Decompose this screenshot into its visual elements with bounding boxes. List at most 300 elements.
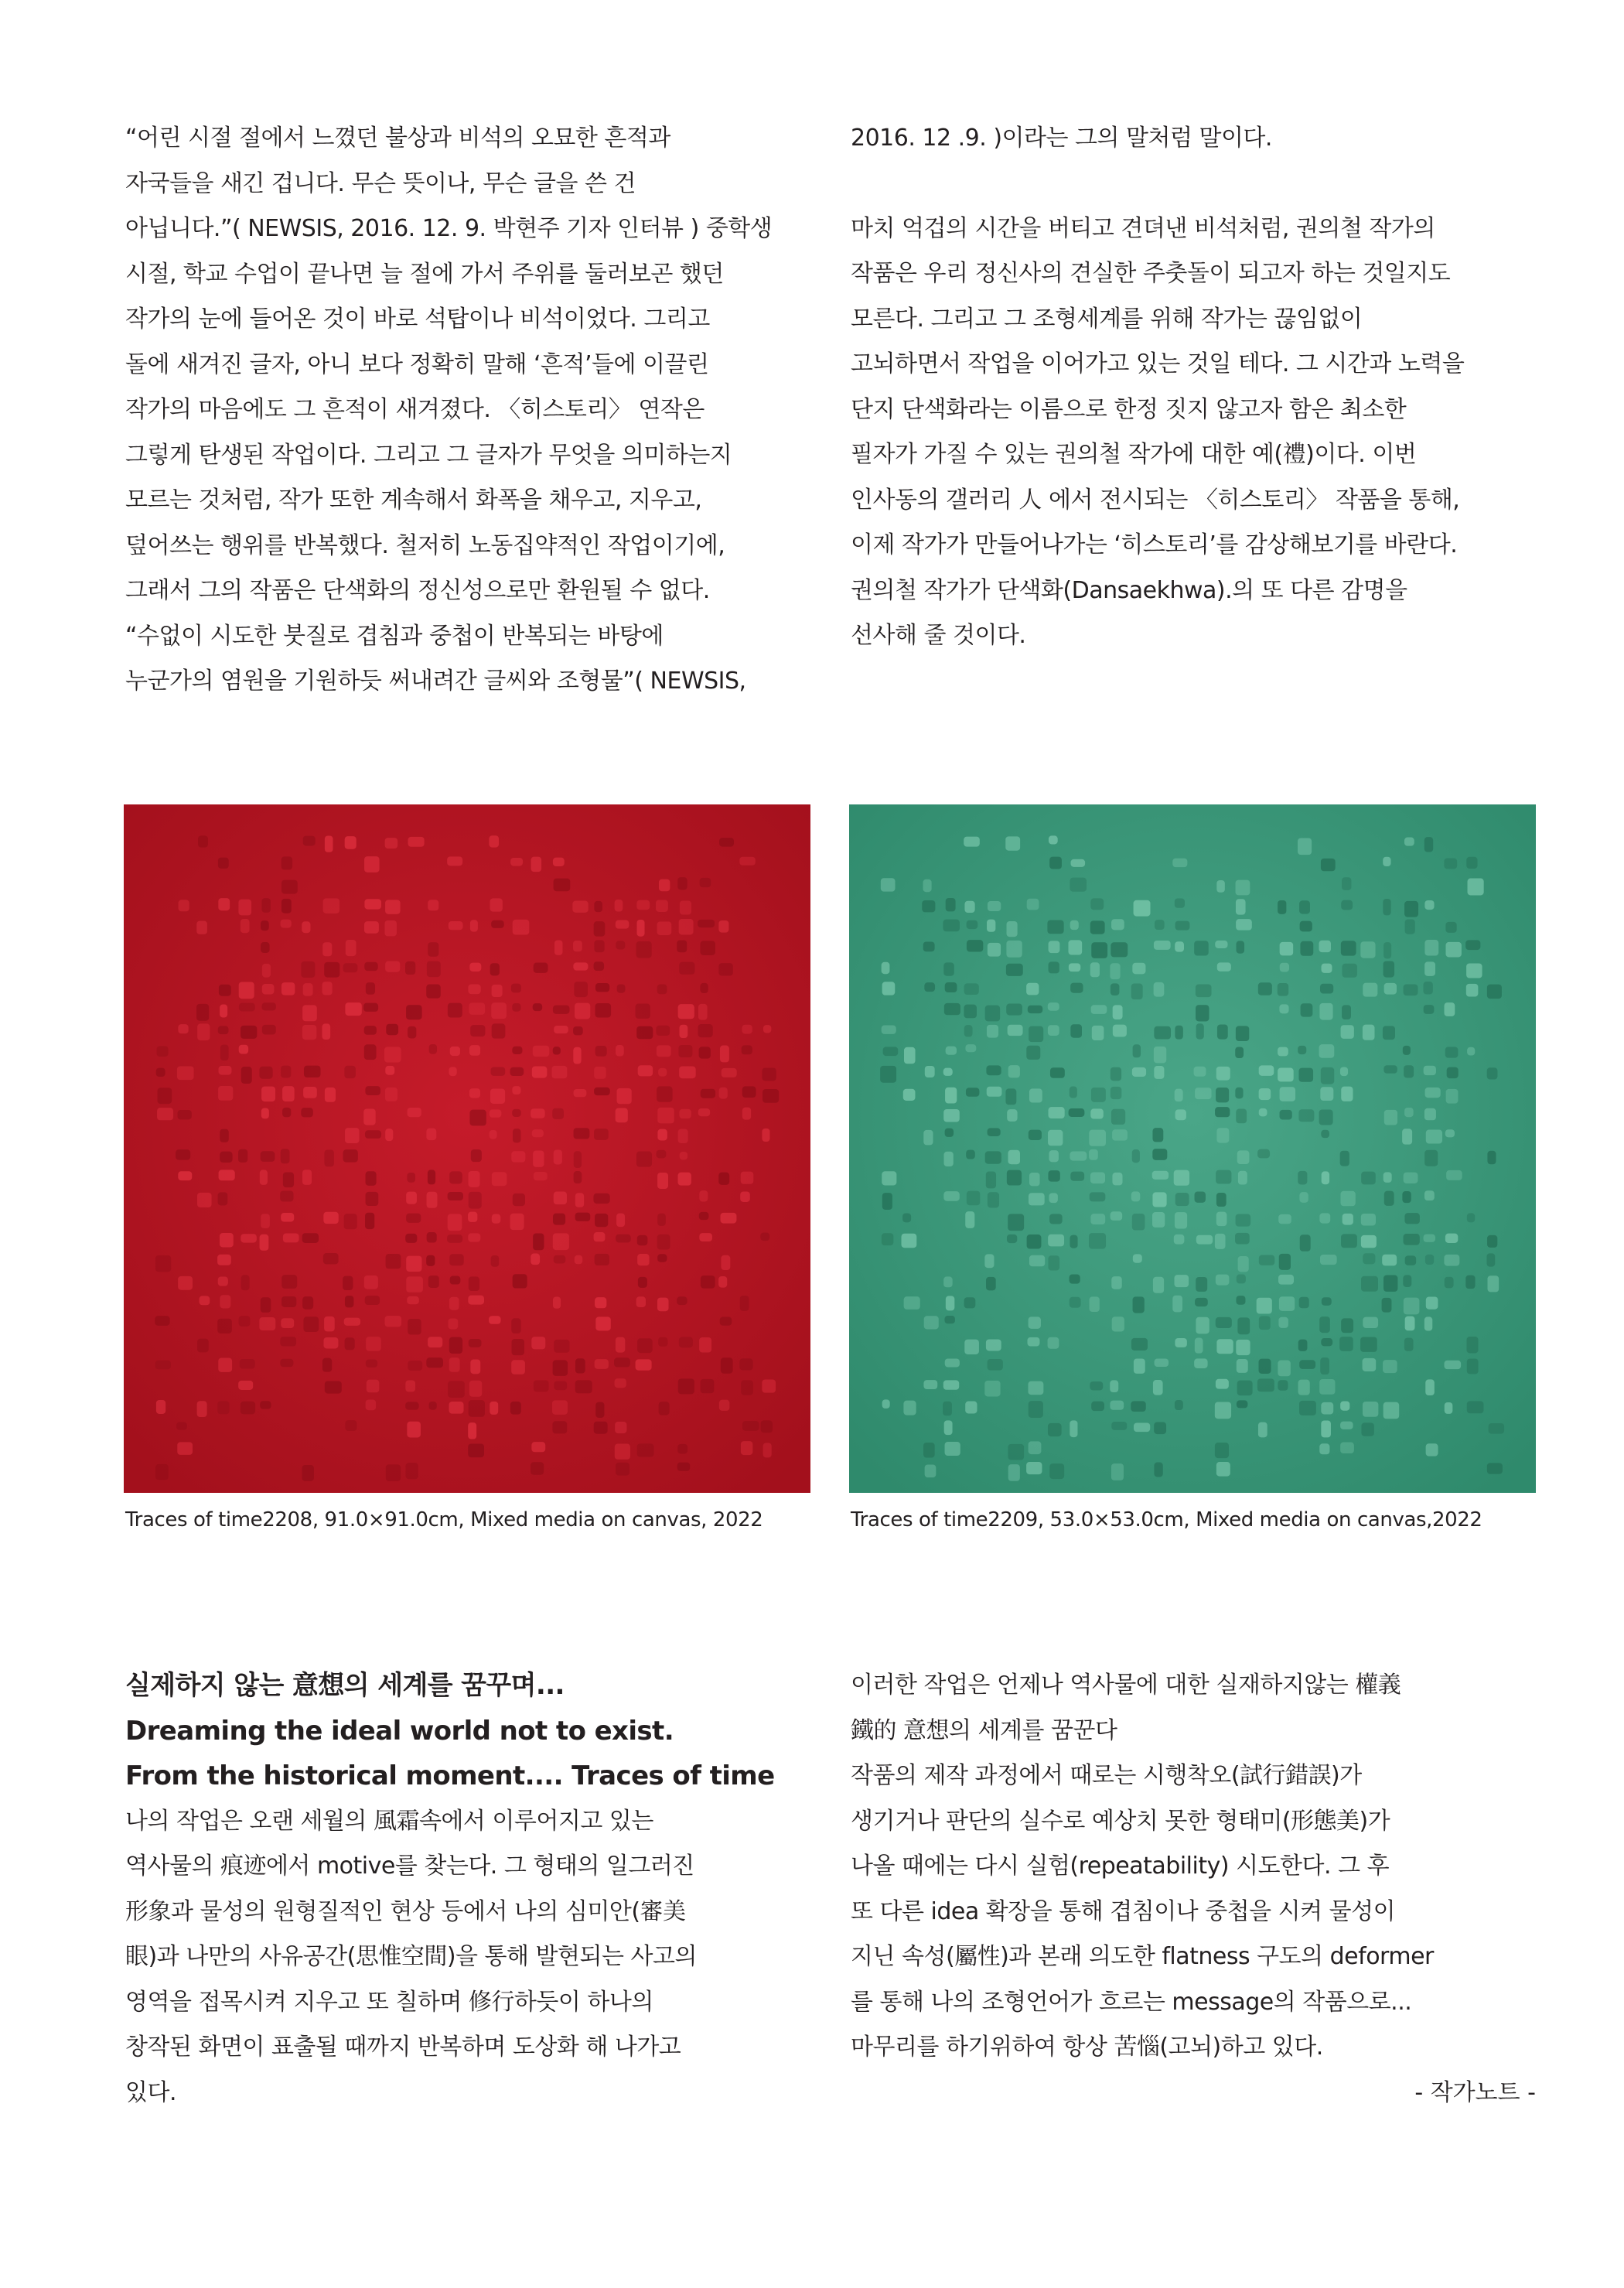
texture-mark [1172, 1296, 1182, 1313]
texture-mark [1363, 1402, 1378, 1417]
texture-mark [904, 1047, 916, 1064]
texture-mark [1090, 1381, 1103, 1391]
texture-mark [882, 1399, 890, 1409]
texture-mark [1111, 1109, 1125, 1125]
texture-mark [1048, 1130, 1063, 1146]
texture-mark [490, 963, 500, 975]
texture-mark [595, 1402, 604, 1418]
texture-mark [1280, 963, 1289, 972]
texture-mark [1257, 1149, 1270, 1159]
texture-mark [1005, 836, 1020, 850]
texture-mark [1154, 1047, 1166, 1063]
texture-mark [1237, 1275, 1246, 1284]
texture-mark [365, 1130, 381, 1139]
texture-mark [220, 1129, 228, 1142]
texture-mark [1029, 1401, 1043, 1418]
texture-mark [1236, 899, 1246, 914]
texture-mark [468, 1443, 484, 1457]
texture-mark [345, 1296, 353, 1307]
texture-mark [944, 1003, 960, 1015]
texture-mark [449, 1297, 459, 1310]
texture-mark [281, 1275, 297, 1289]
paragraph-gap [851, 162, 1536, 207]
texture-mark [303, 983, 313, 996]
texture-mark [1070, 983, 1083, 993]
texture-mark [1340, 1443, 1354, 1454]
texture-mark [1215, 941, 1227, 948]
texture-mark [491, 1067, 506, 1075]
texture-mark [1089, 1130, 1106, 1146]
texture-mark [1361, 1235, 1377, 1248]
texture-mark [406, 1276, 423, 1292]
texture-mark [1340, 1191, 1355, 1207]
texture-mark [1237, 1150, 1250, 1164]
texture-mark [1090, 1296, 1100, 1312]
texture-mark [1131, 1191, 1140, 1201]
texture-mark [176, 1422, 187, 1430]
texture-mark [1319, 1443, 1329, 1454]
texture-mark [261, 1108, 269, 1118]
texture-mark [554, 1026, 568, 1033]
texture-mark [469, 1088, 480, 1098]
texture-mark [1405, 1316, 1415, 1331]
texture-mark [1090, 1173, 1105, 1184]
texture-mark [553, 858, 565, 866]
texture-mark [1319, 1379, 1335, 1395]
text-line: 있다. [125, 2078, 176, 2106]
texture-mark [385, 1088, 397, 1101]
texture-mark [966, 1150, 975, 1159]
texture-mark [659, 879, 670, 892]
texture-mark [238, 1149, 247, 1163]
texture-mark [492, 1214, 501, 1224]
texture-mark [923, 941, 935, 951]
texture-mark [448, 1192, 463, 1200]
texture-mark [987, 1025, 998, 1038]
texture-mark [1424, 1066, 1436, 1075]
texture-mark [220, 1005, 227, 1018]
texture-mark [700, 983, 708, 993]
texture-mark [1403, 1275, 1411, 1287]
texture-mark [1132, 1149, 1140, 1163]
text-line: 덮어쓰는 행위를 반복했다. 철저히 노동집약적인 작업이기에, [125, 531, 725, 559]
texture-mark [364, 921, 379, 934]
texture-mark [1404, 838, 1414, 846]
texture-mark [217, 1255, 231, 1265]
texture-mark [470, 1359, 480, 1374]
texture-mark [429, 1044, 437, 1054]
texture-mark [616, 1045, 624, 1056]
texture-mark [156, 1400, 165, 1414]
texture-mark [280, 1359, 293, 1367]
texture-mark [1322, 964, 1332, 973]
texture-mark [301, 1108, 313, 1117]
texture-mark [325, 835, 333, 852]
texture-mark [1155, 1359, 1169, 1368]
texture-mark [324, 1150, 333, 1167]
texture-mark [573, 1047, 581, 1064]
green-texture-svg [849, 804, 1536, 1493]
texture-mark [1215, 1443, 1229, 1458]
texture-mark [1111, 919, 1124, 930]
texture-mark [1300, 921, 1312, 932]
texture-mark [1445, 1129, 1455, 1137]
texture-mark [1321, 1402, 1333, 1415]
texture-mark [428, 1275, 439, 1288]
texture-mark [364, 1275, 378, 1289]
texture-mark [511, 1151, 525, 1162]
texture-mark [1195, 1298, 1208, 1306]
texture-mark [262, 1025, 276, 1035]
texture-mark [1029, 1173, 1040, 1186]
texture-mark [986, 1171, 996, 1188]
texture-mark [762, 1129, 769, 1142]
texture-mark [1319, 1213, 1330, 1223]
texture-mark [615, 1444, 630, 1460]
texture-mark [302, 1025, 316, 1040]
texture-mark [1008, 1150, 1020, 1165]
texture-mark [1153, 1380, 1163, 1395]
texture-mark [426, 1357, 443, 1368]
texture-mark [1112, 1129, 1128, 1140]
texture-mark [1007, 1109, 1017, 1122]
texture-mark [1279, 1296, 1295, 1311]
texture-mark [657, 1234, 670, 1250]
texture-mark [218, 858, 229, 869]
texture-mark [513, 1129, 521, 1142]
texture-mark [1487, 1151, 1496, 1165]
texture-mark [575, 1255, 582, 1264]
texture-mark [698, 920, 715, 927]
texture-mark [1049, 1193, 1058, 1203]
texture-mark [1049, 1150, 1059, 1162]
texture-mark [636, 1359, 652, 1370]
text-line: 나올 때에는 다시 실험(repeatability) 시도한다. 그 후 [851, 1853, 1390, 1880]
texture-mark [680, 1152, 687, 1160]
texture-mark [1008, 1444, 1024, 1460]
texture-mark [657, 1045, 671, 1057]
texture-mark [469, 1171, 480, 1187]
texture-mark [984, 1254, 994, 1268]
texture-mark [1424, 1190, 1435, 1200]
texture-mark [534, 963, 548, 973]
texture-mark [1424, 1234, 1435, 1242]
texture-mark [1424, 1005, 1435, 1014]
texture-mark [943, 920, 960, 932]
texture-mark [946, 1296, 955, 1310]
texture-mark [1175, 1338, 1186, 1347]
texture-mark [1090, 962, 1100, 977]
texture-mark [302, 1233, 319, 1243]
texture-mark [1258, 982, 1272, 995]
texture-mark [1195, 1088, 1211, 1099]
texture-mark [1426, 1297, 1438, 1310]
texture-mark [966, 1088, 979, 1097]
texture-mark [366, 1337, 381, 1351]
texture-mark [1070, 1420, 1077, 1437]
texture-mark [260, 1170, 268, 1184]
texture-mark [554, 879, 571, 892]
texture-mark [1446, 1089, 1459, 1104]
texture-mark [1216, 1275, 1230, 1286]
texture-mark [325, 1088, 336, 1102]
texture-mark [986, 1277, 996, 1290]
texture-mark [1383, 1065, 1397, 1074]
texture-mark [1131, 1338, 1148, 1351]
texture-mark [510, 1402, 521, 1415]
texture-mark [1007, 1234, 1017, 1243]
texture-mark [1363, 1358, 1377, 1371]
texture-mark [1172, 859, 1187, 868]
texture-mark [1341, 900, 1353, 910]
texture-mark [384, 920, 397, 936]
texture-mark [573, 941, 582, 951]
texture-mark [594, 961, 605, 971]
texture-mark [1029, 1193, 1045, 1205]
texture-mark [1069, 963, 1080, 972]
texture-mark [1134, 1422, 1150, 1432]
texture-mark [157, 1088, 172, 1104]
texture-mark [594, 1088, 610, 1095]
texture-mark [492, 1172, 507, 1186]
texture-mark [1424, 1108, 1436, 1121]
texture-mark [1028, 1006, 1042, 1013]
texture-mark [1259, 1065, 1274, 1075]
texture-mark [1133, 1296, 1145, 1313]
text-line: 권의철 작가가 단색화(Dansaekhwa).의 또 다른 감명을 [851, 576, 1407, 604]
texture-mark [1341, 1318, 1353, 1333]
texture-mark [1342, 877, 1351, 890]
texture-mark [554, 1192, 567, 1205]
texture-mark [1300, 1234, 1311, 1252]
texture-mark [1175, 1275, 1189, 1287]
texture-mark [1384, 1110, 1397, 1125]
texture-mark [1299, 900, 1310, 913]
texture-mark [1299, 1360, 1315, 1369]
texture-mark [1216, 1379, 1229, 1389]
texture-mark [303, 836, 316, 846]
text-line: 자국들을 새긴 겁니다. 무슨 뜻이나, 무슨 글을 쓴 건 [125, 169, 636, 197]
texture-mark [657, 1108, 674, 1123]
texture-mark [761, 1420, 773, 1433]
texture-mark [1155, 920, 1165, 930]
texture-mark [1319, 1044, 1335, 1058]
texture-mark [1152, 1171, 1169, 1180]
texture-mark [1298, 1380, 1310, 1395]
texture-mark [385, 961, 400, 972]
texture-mark [616, 1234, 631, 1243]
text-line: 모른다. 그리고 그 조형세계를 위해 작가는 끊임없이 [851, 305, 1363, 333]
text-line: 필자가 가질 수 있는 권의철 작가에 대한 예(禮)이다. 이번 [851, 441, 1417, 468]
texture-mark [1425, 1088, 1441, 1098]
texture-mark [345, 1337, 355, 1350]
texture-mark [491, 1255, 500, 1267]
texture-mark [471, 1149, 482, 1162]
texture-mark [512, 1047, 522, 1054]
texture-mark [1049, 1463, 1064, 1479]
texture-mark [1152, 1192, 1166, 1207]
texture-mark [677, 1444, 687, 1454]
texture-mark [197, 1339, 209, 1353]
artwork-red-caption: Traces of time2208, 91.0×91.0cm, Mixed media on canvas, 2022 [125, 1508, 763, 1532]
texture-mark [260, 1234, 269, 1251]
texture-mark [197, 1193, 212, 1207]
texture-mark [721, 1357, 733, 1373]
texture-mark [1424, 900, 1434, 910]
text-line: 2016. 12 .9. )이라는 그의 말처럼 말이다. [851, 125, 1272, 152]
texture-mark [1319, 1316, 1330, 1333]
text-line: 고뇌하면서 작업을 이어가고 있는 것일 테다. 그 시간과 노력을 [851, 350, 1465, 377]
texture-mark [510, 858, 523, 866]
texture-mark [616, 920, 629, 929]
texture-mark [658, 1068, 667, 1077]
texture-mark [679, 1337, 693, 1348]
texture-mark [364, 1026, 377, 1035]
texture-mark [1175, 941, 1184, 951]
texture-mark [1342, 964, 1357, 978]
texture-mark [492, 985, 503, 997]
texture-mark [964, 901, 974, 913]
texture-mark [532, 1129, 544, 1137]
texture-mark [1467, 1213, 1475, 1222]
essay-column-top-left [125, 116, 810, 705]
texture-mark [532, 1067, 548, 1078]
texture-mark [574, 1151, 582, 1168]
texture-mark [1132, 1067, 1146, 1077]
texture-mark [943, 1191, 959, 1201]
texture-mark [1154, 1463, 1162, 1477]
texture-mark [261, 942, 270, 953]
text-line: 지닌 속성(屬性)과 본래 의도한 flatness 구도의 deformer [851, 1943, 1434, 1970]
texture-mark [1216, 1462, 1230, 1477]
texture-mark [923, 1130, 933, 1146]
texture-mark [1424, 1316, 1432, 1330]
texture-mark [1446, 1170, 1462, 1180]
texture-mark [701, 1089, 715, 1098]
texture-mark [903, 1089, 916, 1101]
texture-mark [902, 1213, 911, 1222]
texture-mark [449, 921, 463, 930]
texture-mark [448, 1214, 462, 1231]
text-line: 작가의 눈에 들어온 것이 바로 석탑이나 비석이었다. 그리고 [125, 306, 710, 333]
texture-mark [1340, 1422, 1353, 1429]
texture-mark [1175, 1109, 1186, 1120]
texture-mark [763, 1025, 771, 1033]
texture-mark [1070, 878, 1087, 892]
texture-mark [656, 900, 668, 912]
texture-mark [1090, 1192, 1106, 1201]
texture-mark [1175, 921, 1190, 931]
texture-mark [1319, 1003, 1332, 1020]
texture-mark [719, 838, 734, 847]
texture-mark [345, 1128, 359, 1143]
texture-mark [882, 1233, 894, 1245]
texture-mark [1216, 880, 1225, 893]
texture-mark [513, 1274, 527, 1288]
texture-mark [701, 1379, 715, 1393]
texture-mark [1175, 1212, 1187, 1228]
texture-mark [1111, 1087, 1121, 1099]
texture-mark [575, 1380, 592, 1393]
texture-mark [363, 1003, 378, 1012]
texture-mark [659, 1402, 670, 1415]
texture-mark [1319, 1109, 1333, 1125]
texture-mark [406, 1256, 421, 1272]
texture-mark [366, 1171, 377, 1186]
texture-mark [882, 1171, 896, 1185]
texture-mark [678, 1378, 694, 1394]
texture-mark [1048, 1423, 1062, 1436]
texture-mark [1026, 1046, 1040, 1060]
texture-mark [1216, 1339, 1233, 1354]
texture-mark [1341, 1234, 1357, 1248]
texture-mark [1280, 942, 1294, 956]
texture-mark [406, 1214, 421, 1223]
texture-mark [1465, 1275, 1475, 1289]
texture-mark [1424, 940, 1438, 956]
artwork-green-painting [849, 804, 1536, 1493]
texture-mark [1278, 1047, 1288, 1057]
texture-mark [698, 1108, 710, 1116]
texture-mark [965, 1044, 976, 1052]
texture-mark [679, 1066, 695, 1078]
texture-mark [531, 857, 542, 872]
texture-mark [553, 1047, 561, 1054]
texture-mark [385, 1066, 394, 1075]
texture-mark [241, 1026, 257, 1039]
texture-mark [322, 1023, 331, 1040]
texture-mark [1070, 1152, 1087, 1161]
texture-mark [427, 1192, 438, 1208]
texture-mark [1132, 963, 1145, 975]
texture-mark [1363, 1253, 1375, 1264]
texture-mark [1112, 1316, 1124, 1331]
texture-mark [595, 1359, 609, 1369]
texture-mark [468, 1233, 480, 1241]
texture-mark [553, 1233, 569, 1250]
heading-english-1: Dreaming the ideal world not to exist. [125, 1715, 674, 1747]
texture-mark [219, 985, 231, 996]
texture-mark [1090, 1214, 1105, 1224]
texture-mark [386, 1254, 401, 1269]
texture-mark [615, 900, 623, 912]
texture-mark [1298, 1171, 1307, 1185]
texture-mark [407, 1296, 419, 1304]
texture-mark [1110, 963, 1120, 979]
artist-note-signature: - 작가노트 - [1414, 2078, 1536, 2106]
texture-mark [1090, 1108, 1104, 1118]
texture-mark [881, 878, 896, 891]
texture-mark [408, 1026, 416, 1039]
texture-mark [988, 1192, 999, 1207]
texture-mark [636, 1026, 653, 1040]
text-line: 작품의 제작 과정에서 때로는 시행착오(試行錯誤)가 [851, 1762, 1362, 1789]
texture-mark [385, 900, 400, 913]
texture-mark [925, 1464, 937, 1477]
texture-mark [469, 1110, 486, 1126]
texture-mark [721, 1213, 737, 1224]
texture-mark [366, 1360, 377, 1368]
texture-mark [220, 1045, 229, 1061]
texture-mark [1467, 1337, 1479, 1353]
texture-mark [534, 1381, 549, 1392]
texture-mark [469, 1339, 482, 1347]
texture-mark [1217, 962, 1231, 971]
texture-mark [301, 961, 315, 978]
texture-mark [1049, 1214, 1063, 1224]
texture-mark [1090, 920, 1105, 934]
texture-mark [533, 1003, 542, 1011]
